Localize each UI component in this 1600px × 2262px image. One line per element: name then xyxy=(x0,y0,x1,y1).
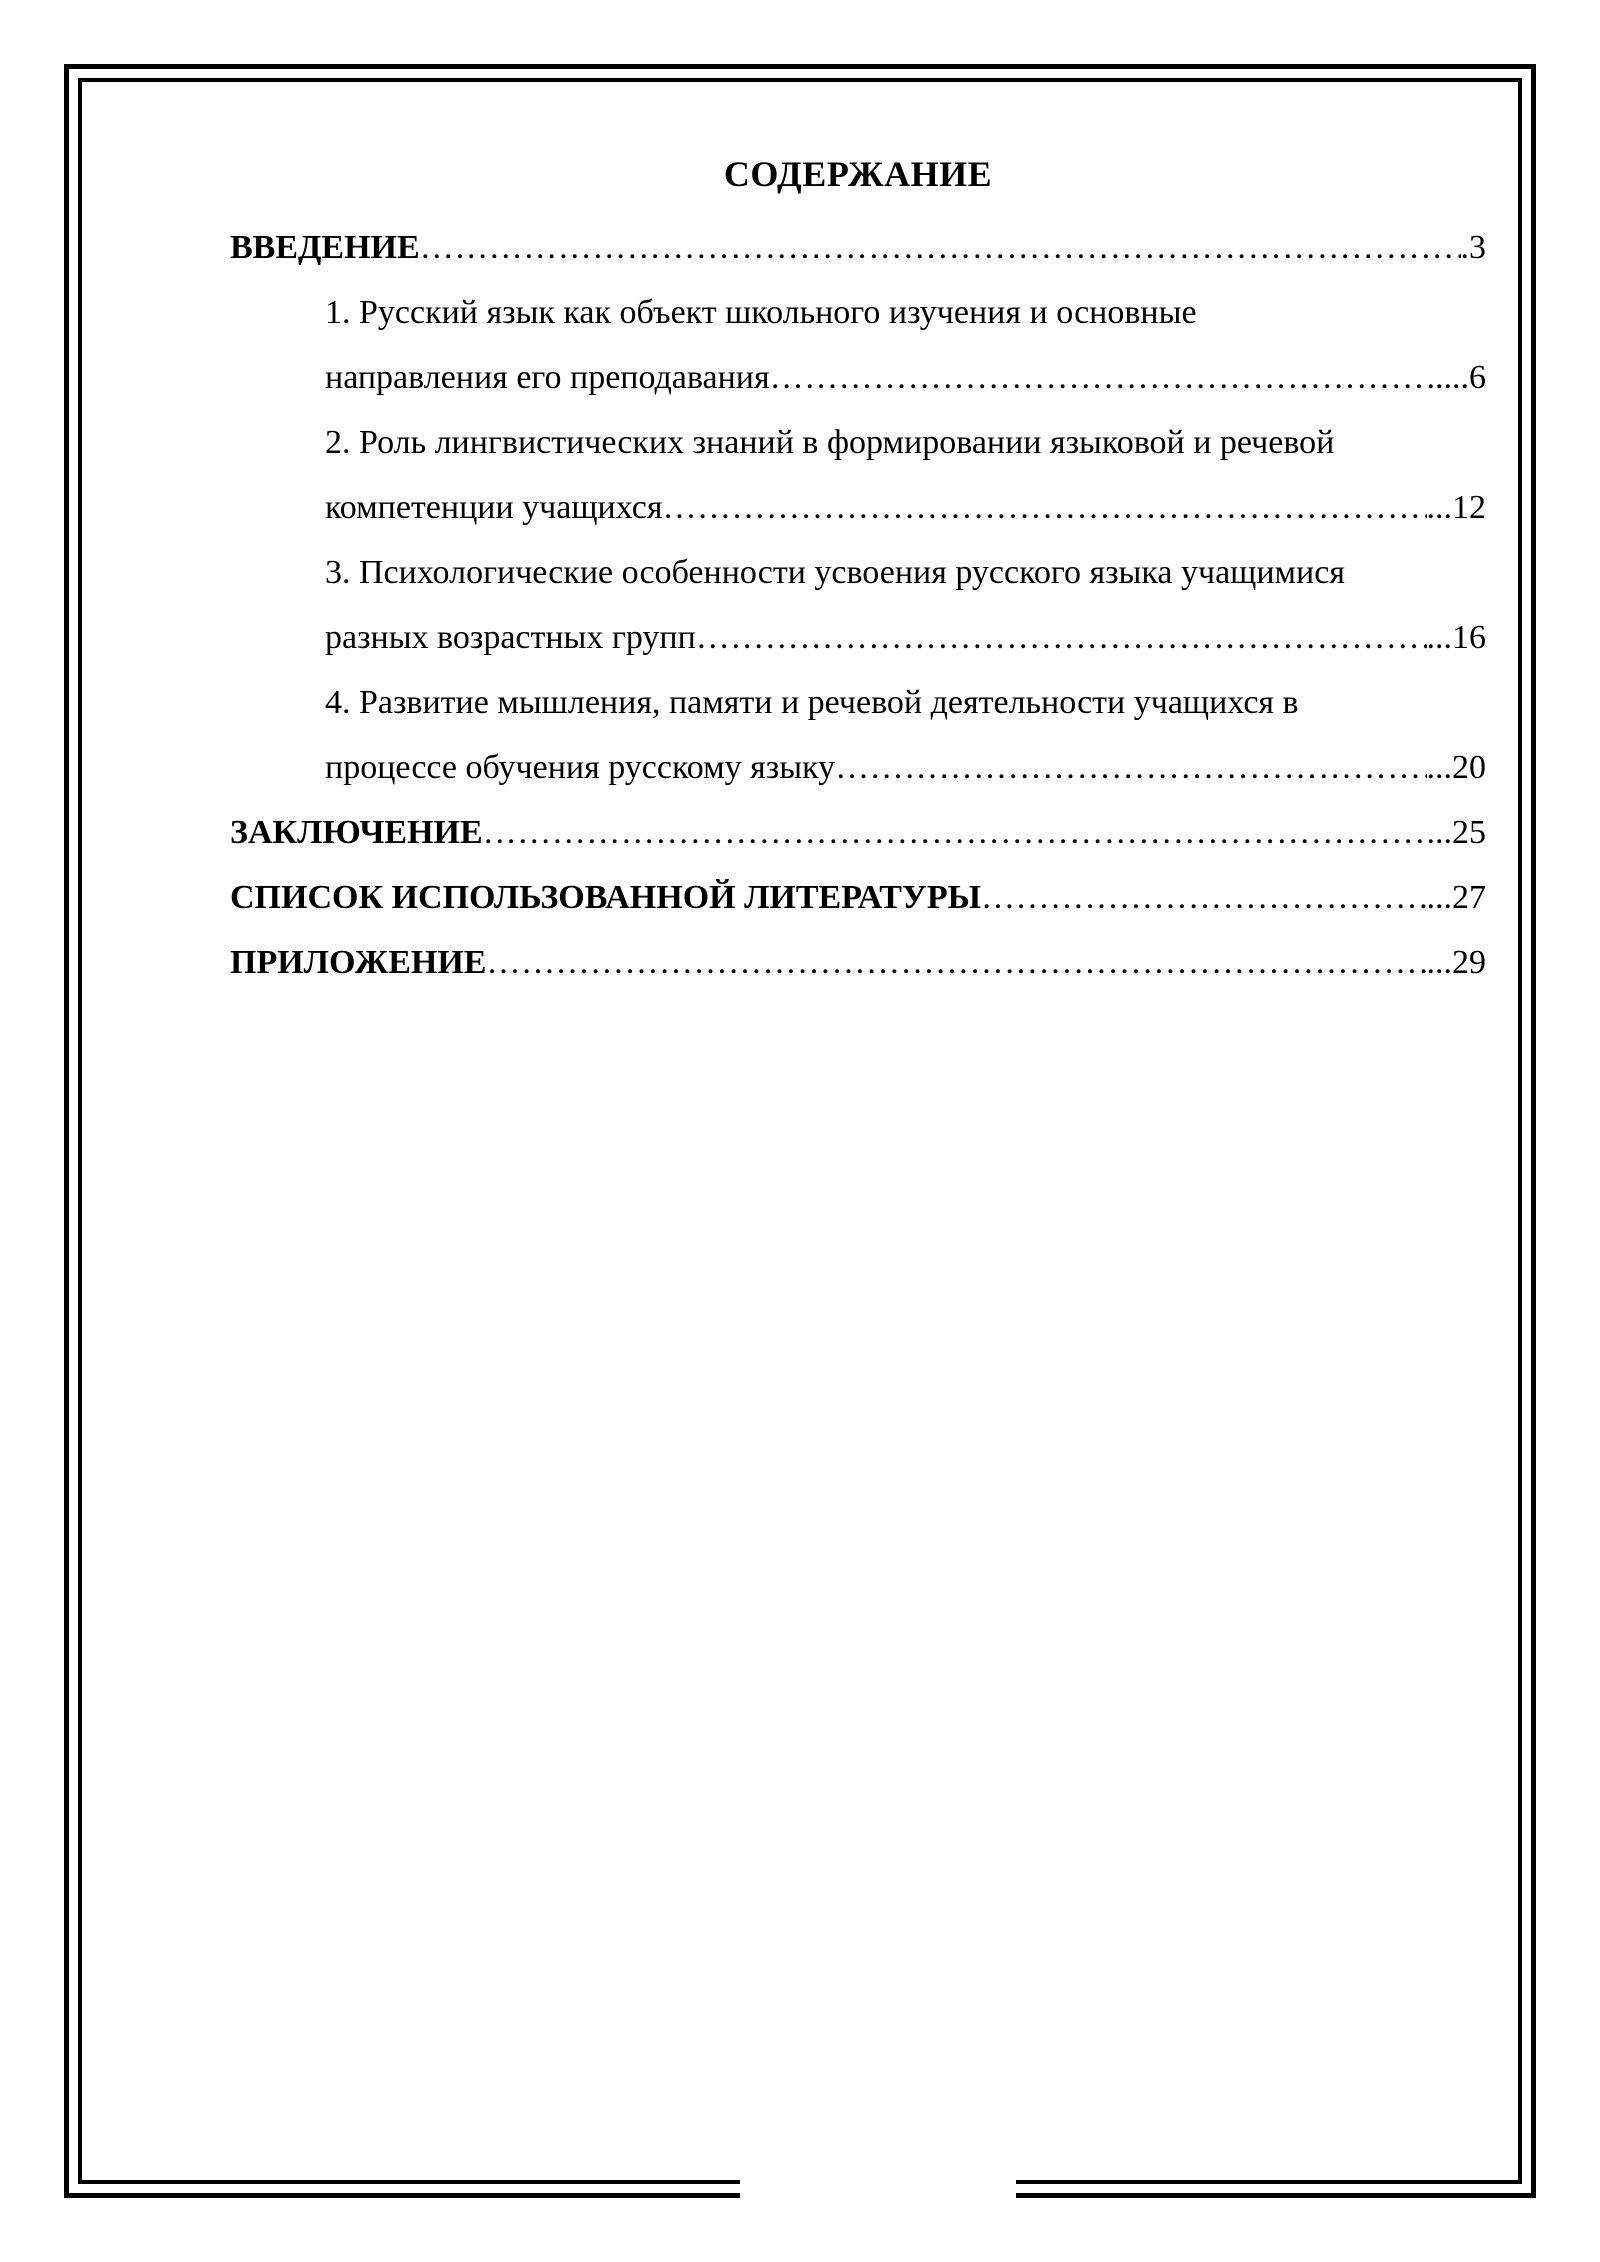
dot-leader xyxy=(483,800,1427,865)
toc-entry-label: разных возрастных групп xyxy=(325,619,696,656)
toc-entry-page: ...27 xyxy=(1426,879,1486,916)
toc-entry-appendix[interactable] xyxy=(230,930,1486,995)
toc-entry-page: ...29 xyxy=(1426,944,1486,981)
toc-entry-label: ПРИЛОЖЕНИЕ xyxy=(230,944,487,981)
border-gap xyxy=(740,2180,1016,2202)
toc-entry-page: ...12 xyxy=(1426,489,1486,526)
dot-leader xyxy=(486,930,1426,995)
toc-title: СОДЕРЖАНИЕ xyxy=(723,154,993,194)
toc-entry-conclusion[interactable] xyxy=(230,800,1486,865)
toc-entry-label: компетенции учащихся xyxy=(325,489,663,526)
table-of-contents xyxy=(230,215,1486,995)
toc-entry-label: 4. Развитие мышления, памяти и речевой деятельности учащихся в xyxy=(325,684,1299,721)
toc-entry-label: 3. Психологические особенности усвоения русского языка учащимися xyxy=(325,554,1345,591)
toc-entry-label: ВВЕДЕНИЕ xyxy=(230,229,420,266)
dot-leader xyxy=(420,215,1461,280)
toc-entry-page: ....6 xyxy=(1435,359,1486,396)
toc-entry-label: ЗАКЛЮЧЕНИЕ xyxy=(230,814,483,851)
toc-entry-chapter-3-line-1[interactable] xyxy=(230,540,1486,605)
toc-entry-label: 1. Русский язык как объект школьного изучения и основные xyxy=(325,294,1197,331)
toc-entry-chapter-4-line-2[interactable] xyxy=(230,735,1486,800)
toc-entry-chapter-3-line-2[interactable] xyxy=(230,605,1486,670)
toc-entry-label: направления его преподавания xyxy=(325,359,770,396)
toc-entry-chapter-2-line-1[interactable] xyxy=(230,410,1486,475)
toc-entry-label: СПИСОК ИСПОЛЬЗОВАННОЙ ЛИТЕРАТУРЫ xyxy=(230,879,981,916)
dot-leader xyxy=(663,475,1427,540)
dot-leader xyxy=(981,865,1427,930)
toc-entry-chapter-2-line-2[interactable] xyxy=(230,475,1486,540)
toc-entry-page: .3 xyxy=(1460,229,1486,266)
toc-entry-chapter-4-line-1[interactable] xyxy=(230,670,1486,735)
toc-entry-page: ...16 xyxy=(1426,619,1486,656)
toc-entry-chapter-1-line-2[interactable] xyxy=(230,345,1486,410)
dot-leader xyxy=(696,605,1427,670)
toc-entry-introduction[interactable] xyxy=(230,215,1486,280)
toc-entry-label: процессе обучения русскому языку xyxy=(325,749,836,786)
toc-entry-chapter-1-line-1[interactable] xyxy=(230,280,1486,345)
toc-entry-page: ...20 xyxy=(1426,749,1486,786)
toc-entry-references[interactable] xyxy=(230,865,1486,930)
dot-leader xyxy=(835,735,1426,800)
dot-leader xyxy=(770,345,1435,410)
toc-entry-page: ...25 xyxy=(1426,814,1486,851)
toc-entry-label: 2. Роль лингвистических знаний в формировании языковой и речевой xyxy=(325,424,1335,461)
